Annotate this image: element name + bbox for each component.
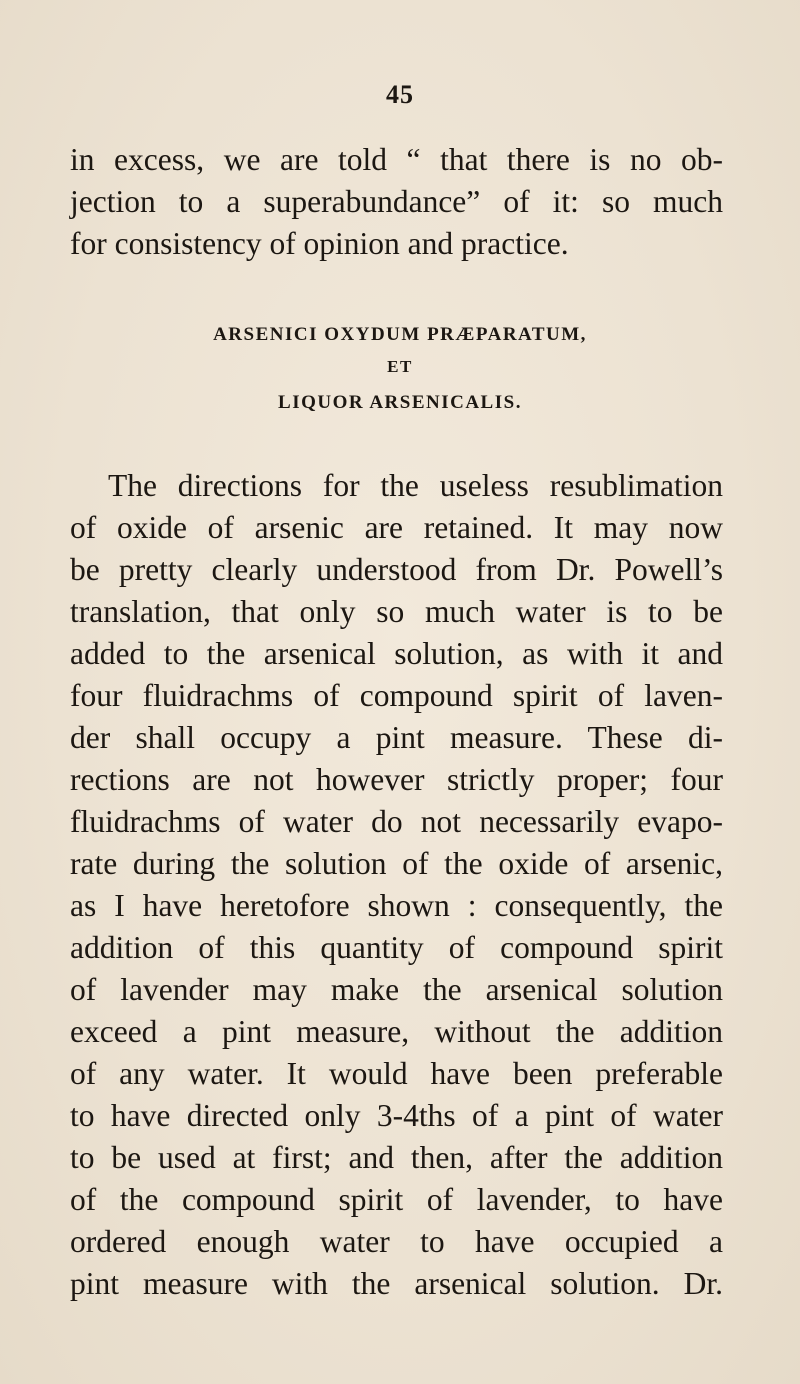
body-line-1: The directions for the useless resublimation: [108, 468, 723, 503]
body-line-8: rections are not however strictly proper; four: [70, 762, 723, 797]
body-line-20: pint measure with the arsenical solution. Dr.: [70, 1266, 723, 1301]
page-number: 45: [386, 80, 414, 109]
body-line-15: of any water. It would have been preferable: [70, 1056, 723, 1091]
intro-line-2: jection to a superabundance” of it: so much: [70, 184, 723, 219]
body-line-12: addition of this quantity of compound spirit: [70, 930, 723, 965]
body-line-7: der shall occupy a pint measure. These di-: [70, 720, 723, 755]
body-line-18: of the compound spirit of lavender, to have: [70, 1182, 723, 1217]
body-line-14: exceed a pint measure, without the addition: [70, 1014, 723, 1049]
body-line-19: ordered enough water to have occupied a: [70, 1224, 723, 1259]
section-heading-line-1: ARSENICI OXYDUM PRÆPARATUM,: [213, 324, 587, 345]
body-line-13: of lavender may make the arsenical solution: [70, 972, 723, 1007]
body-line-16: to have directed only 3-4ths of a pint of water: [70, 1098, 723, 1133]
body-line-4: translation, that only so much water is to be: [70, 594, 723, 629]
body-line-9: fluidrachms of water do not necessarily evapo-: [70, 804, 723, 839]
intro-line-3: for consistency of opinion and practice.: [70, 226, 569, 261]
intro-line-1: in excess, we are told “ that there is no ob-: [70, 142, 723, 177]
body-line-6: four fluidrachms of compound spirit of laven-: [70, 678, 723, 713]
body-line-3: be pretty clearly understood from Dr. Powell’s: [70, 552, 723, 587]
body-line-5: added to the arsenical solution, as with it and: [70, 636, 723, 671]
body-line-11: as I have heretofore shown : consequently, the: [70, 888, 723, 923]
section-heading-line-3: LIQUOR ARSENICALIS.: [278, 392, 522, 413]
body-line-2: of oxide of arsenic are retained. It may now: [70, 510, 723, 545]
body-line-10: rate during the solution of the oxide of arsenic,: [70, 846, 723, 881]
body-line-17: to be used at first; and then, after the addition: [70, 1140, 723, 1175]
section-heading-line-2: ET: [387, 357, 413, 376]
